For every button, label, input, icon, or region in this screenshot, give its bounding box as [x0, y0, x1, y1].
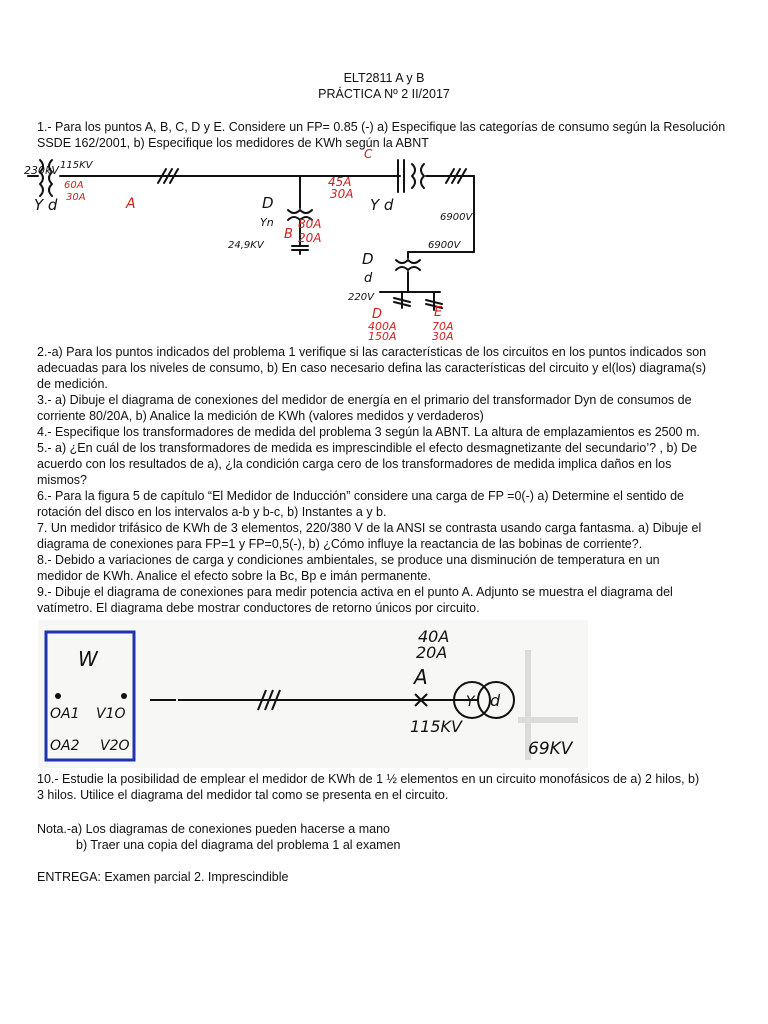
practice-title: PRÁCTICA Nº 2 II/2017 [318, 87, 450, 101]
terminal-oa2: OA2 [50, 738, 80, 754]
wattmeter-w-label: W [78, 647, 98, 671]
delivery-line: ENTREGA: Examen parcial 2. Imprescindible [37, 870, 289, 884]
question-10-line: 3 hilos. Utilice el diagrama del medidor tal como se presenta en el circuito. [37, 788, 449, 802]
label-yd-2: Y d [370, 196, 394, 214]
question-1 [37, 119, 737, 151]
question-10 [37, 771, 737, 803]
question-5-line: mismos? [37, 473, 88, 487]
label-40a: 40A [418, 627, 450, 646]
terminal-v1o: V1O [96, 706, 126, 722]
label-45a: 45A [328, 175, 352, 189]
label-60a: 60A [64, 180, 84, 191]
label-150a: 150A [368, 330, 397, 343]
label-dyn2-d-small: d [364, 271, 373, 286]
label-115kv: 115KV [60, 160, 93, 171]
label-400a: 400A [368, 320, 397, 333]
label-30a: 30A [66, 192, 86, 203]
label-dyn1-yn: Yn [260, 216, 274, 229]
questions-2-to-9 [37, 344, 737, 616]
terminal-dot [121, 693, 127, 699]
label-dyn2-d: D [362, 250, 374, 268]
question-6-line: rotación del disco en los intervalos a-b y b-c, b) Instantes a y b. [37, 505, 387, 519]
note-a: Nota.-a) Los diagramas de conexiones pueden hacerse a mano [37, 822, 390, 836]
terminal-v2o: V2O [100, 738, 130, 754]
label-24-9kv: 24,9KV [228, 240, 264, 251]
point-b-label: B [284, 227, 293, 242]
point-e-label: E [434, 305, 443, 320]
label-6900v-b: 6900V [428, 240, 461, 251]
single-line-diagram-1 [24, 147, 500, 343]
label-230kv: 230kV [24, 164, 59, 177]
label-6900v-a: 6900V [440, 212, 473, 223]
question-9-line: 9.- Dibuje el diagrama de conexiones para medir potencia activa en el punto A. Adjunto se muestra el diagrama del [37, 585, 673, 599]
question-10-line: 10.- Estudie la posibilidad de emplear el medidor de KWh de 1 ½ elementos en un circuito monofásicos de a) 2 hilos, b) [37, 772, 700, 786]
question-1-line: 1.- Para los puntos A, B, C, D y E. Considere un FP= 0.85 (-) a) Especifique las categorías de consumo según la Resolución [37, 120, 726, 134]
label-20a: 20A [298, 231, 322, 245]
question-2-line: 2.-a) Para los puntos indicados del problema 1 verifique si las características de los circuitos en los puntos indicados son [37, 345, 707, 359]
question-6-line: 6.- Para la figura 5 de capítulo “El Medidor de Inducción” considere una carga de FP =0(-) a) Determine el sentido de [37, 489, 684, 503]
note-b: b) Traer una copia del diagrama del problema 1 al examen [76, 838, 401, 852]
question-4-line: 4.- Especifique los transformadores de medida del problema 3 según la ABNT. La altura de emplazamientos es 2500 m. [37, 425, 700, 439]
question-1-line: SSDE 162/2001, b) Especifique los medidores de KWh según la ABNT [37, 136, 429, 150]
question-8-line: 8.- Debido a variaciones de carga y condiciones ambientales, se produce una disminución de temperatura en un [37, 553, 660, 567]
terminal-dot [55, 693, 61, 699]
label-30a-e: 30A [432, 330, 454, 343]
question-7-line: 7. Un medidor trifásico de KWh de 3 elementos, 220/380 V de la ANSI se contrasta usando carga fantasma. a) Dibuje el [37, 521, 702, 535]
label-80a: 80A [298, 217, 322, 231]
winding-d-label: d [490, 691, 501, 710]
question-5-line: 5.- a) ¿En cuál de los transformadores de medida es imprescindible el efecto desmagnetizante del secundario’? , b) De [37, 441, 698, 455]
question-2-line: adecuadas para los niveles de consumo, b) En caso necesario defina las características del circuito y el(los) diagrama(s) [37, 361, 707, 375]
question-3-line: corriente 80/20A, b) Analice la medición de KWh (valores medidos y verdaderos) [37, 409, 484, 423]
question-7-line: diagrama de conexiones para FP=1 y FP=0,5(-), b) ¿Cómo influye la reactancia de las bobinas de corriente?. [37, 537, 643, 551]
point-a-label: A [414, 665, 428, 689]
label-220v: 220V [348, 292, 374, 303]
question-5-line: acuerdo con los resultados de a), ¿la condición carga cero de los transformadores de medida implica daños en los [37, 457, 672, 471]
winding-y-label: Y [466, 694, 475, 710]
notes [37, 821, 737, 853]
question-9-line: vatímetro. El diagrama debe mostrar conductores de retorno únicos por circuito. [37, 601, 480, 615]
label-20a: 20A [416, 643, 448, 662]
course-code: ELT2811 A y B [343, 71, 425, 85]
point-c-label: C [364, 147, 373, 161]
label-69kv: 69KV [528, 739, 573, 759]
label-115kv: 115KV [410, 717, 462, 736]
question-8-line: medidor de KWh. Analice el efecto sobre la Bc, Bp e imán permanente. [37, 569, 431, 583]
question-3-line: 3.- a) Dibuje el diagrama de conexiones del medidor de energía en el primario del transformador Dyn de consumos de [37, 393, 692, 407]
label-yd-1: Y d [34, 196, 58, 214]
wattmeter-diagram [38, 620, 588, 768]
label-30a-c: 30A [330, 187, 354, 201]
label-dyn1-d: D [262, 194, 274, 212]
label-70a: 70A [432, 320, 454, 333]
point-d-label: D [372, 307, 383, 322]
question-2-line: de medición. [37, 377, 108, 391]
point-a-label: A [126, 196, 136, 212]
terminal-oa1: OA1 [50, 706, 80, 722]
